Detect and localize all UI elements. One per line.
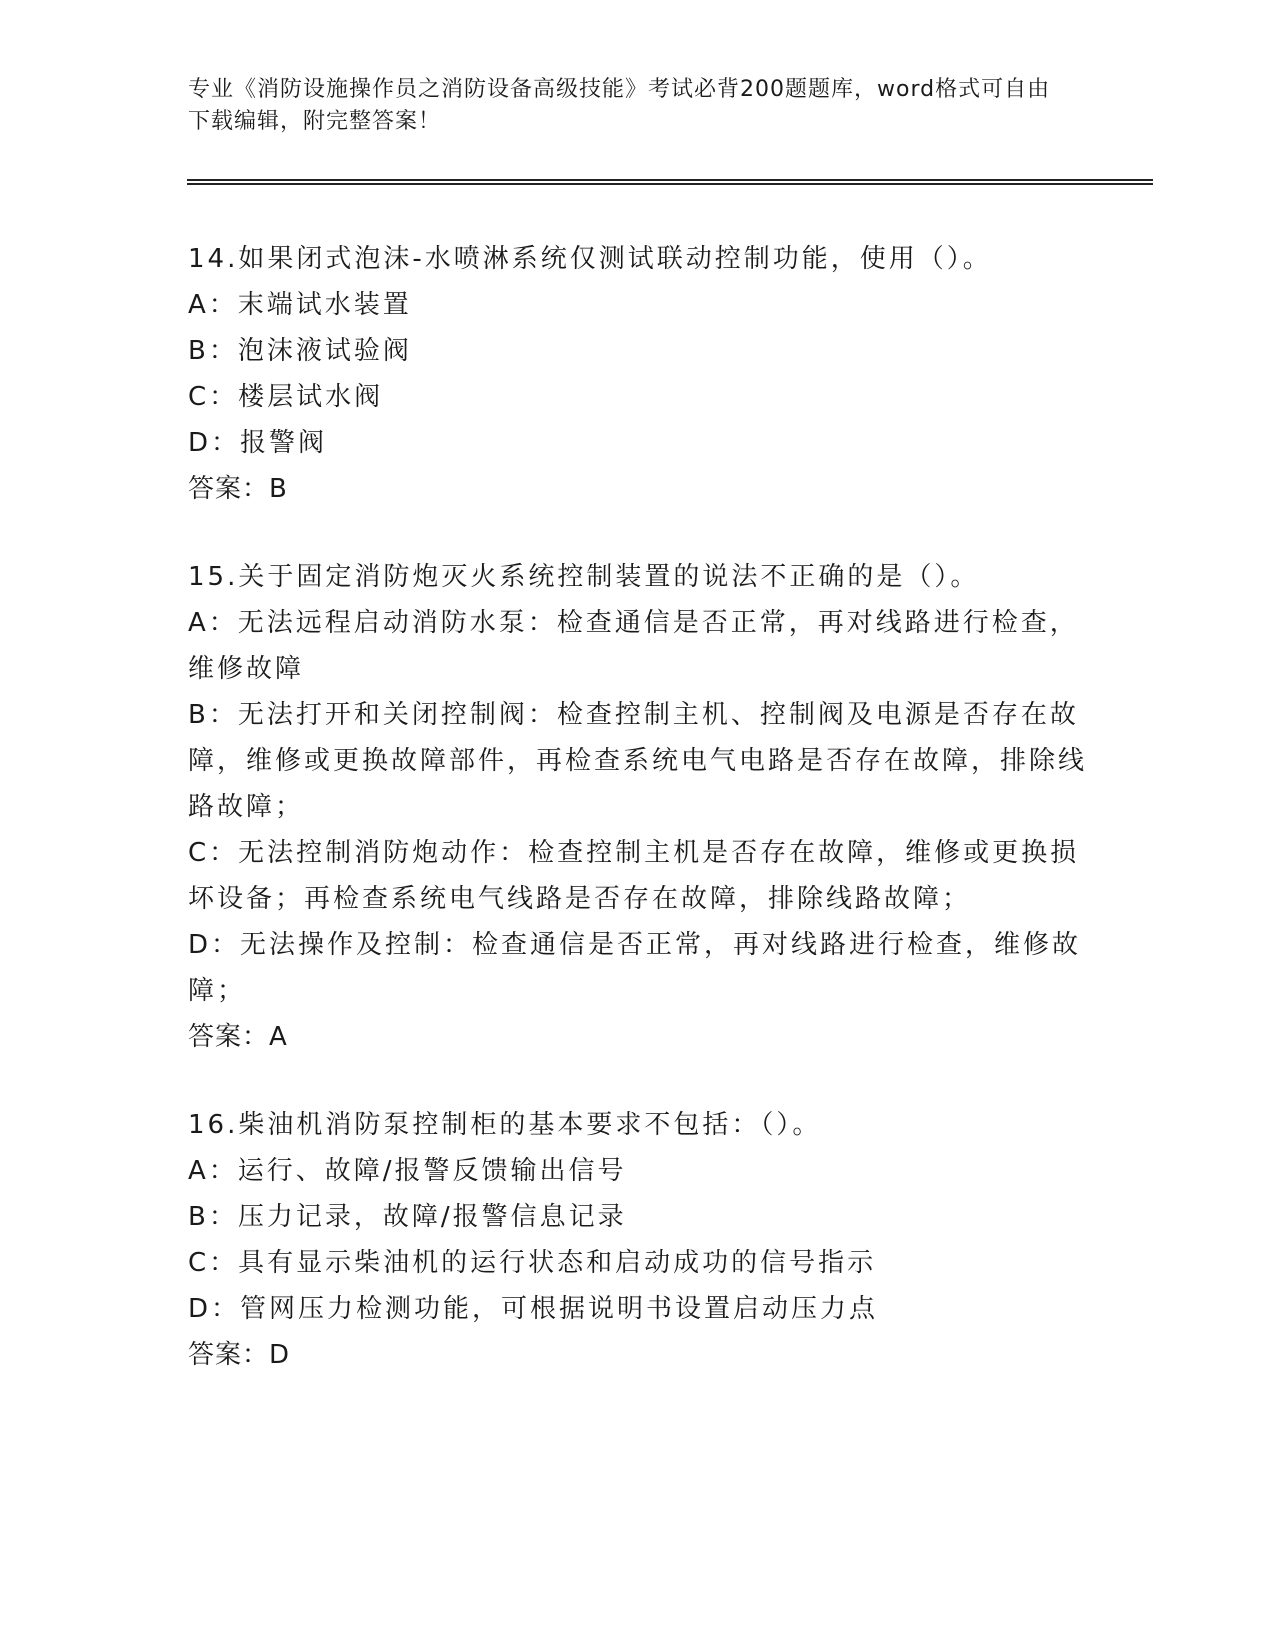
question-15: [188, 554, 1088, 1060]
option-c: C：无法控制消防炮动作：检查控制主机是否存在故障，维修或更换损坏设备；再检查系统电气线路是否存在故障，排除线路故障；: [188, 838, 1080, 914]
header-divider-top: [187, 179, 1153, 181]
option-c: C：具有显示柴油机的运行状态和启动成功的信号指示: [188, 1248, 877, 1278]
answer: [188, 1014, 1088, 1060]
answer-label: 答案：: [188, 1340, 270, 1370]
document-header: [188, 74, 1068, 138]
answer-value: D: [269, 1340, 290, 1370]
option-a: A：无法远程启动消防水泵：检查通信是否正常，再对线路进行检查，维修故障: [188, 608, 1079, 684]
header-divider-bottom: [187, 183, 1153, 185]
question-stem: 14.如果闭式泡沫-水喷淋系统仅测试联动控制功能，使用（）。: [188, 244, 992, 274]
option-a: A：运行、故障/报警反馈输出信号: [188, 1156, 627, 1186]
answer-value: A: [269, 1022, 287, 1052]
answer: [188, 1332, 1088, 1378]
header-text: 专业《消防设施操作员之消防设备高级技能》考试必背200题题库，word格式可自由下载编辑，附完整答案！: [188, 77, 1051, 134]
option-b: B：无法打开和关闭控制阀：检查控制主机、控制阀及电源是否存在故障，维修或更换故障部件，再检查系统电气电路是否存在故障，排除线路故障；: [188, 700, 1088, 822]
option-d: D：报警阀: [188, 428, 328, 458]
question-16: [188, 1102, 1088, 1378]
question-14: [188, 236, 1088, 512]
answer: [188, 466, 1088, 512]
answer-value: B: [269, 474, 287, 504]
question-stem: 16.柴油机消防泵控制柜的基本要求不包括：（）。: [188, 1110, 822, 1140]
option-b: B：压力记录，故障/报警信息记录: [188, 1202, 627, 1232]
option-d: D：管网压力检测功能，可根据说明书设置启动压力点: [188, 1294, 879, 1324]
option-b: B：泡沫液试验阀: [188, 336, 412, 366]
option-c: C：楼层试水阀: [188, 382, 384, 412]
answer-label: 答案：: [188, 1022, 270, 1052]
answer-label: 答案：: [188, 474, 270, 504]
question-stem: 15.关于固定消防炮灭火系统控制装置的说法不正确的是（）。: [188, 562, 980, 592]
option-d: D：无法操作及控制：检查通信是否正常，再对线路进行检查，维修故障；: [188, 930, 1082, 1006]
question-list: [188, 236, 1088, 1420]
option-a: A：末端试水装置: [188, 290, 412, 320]
